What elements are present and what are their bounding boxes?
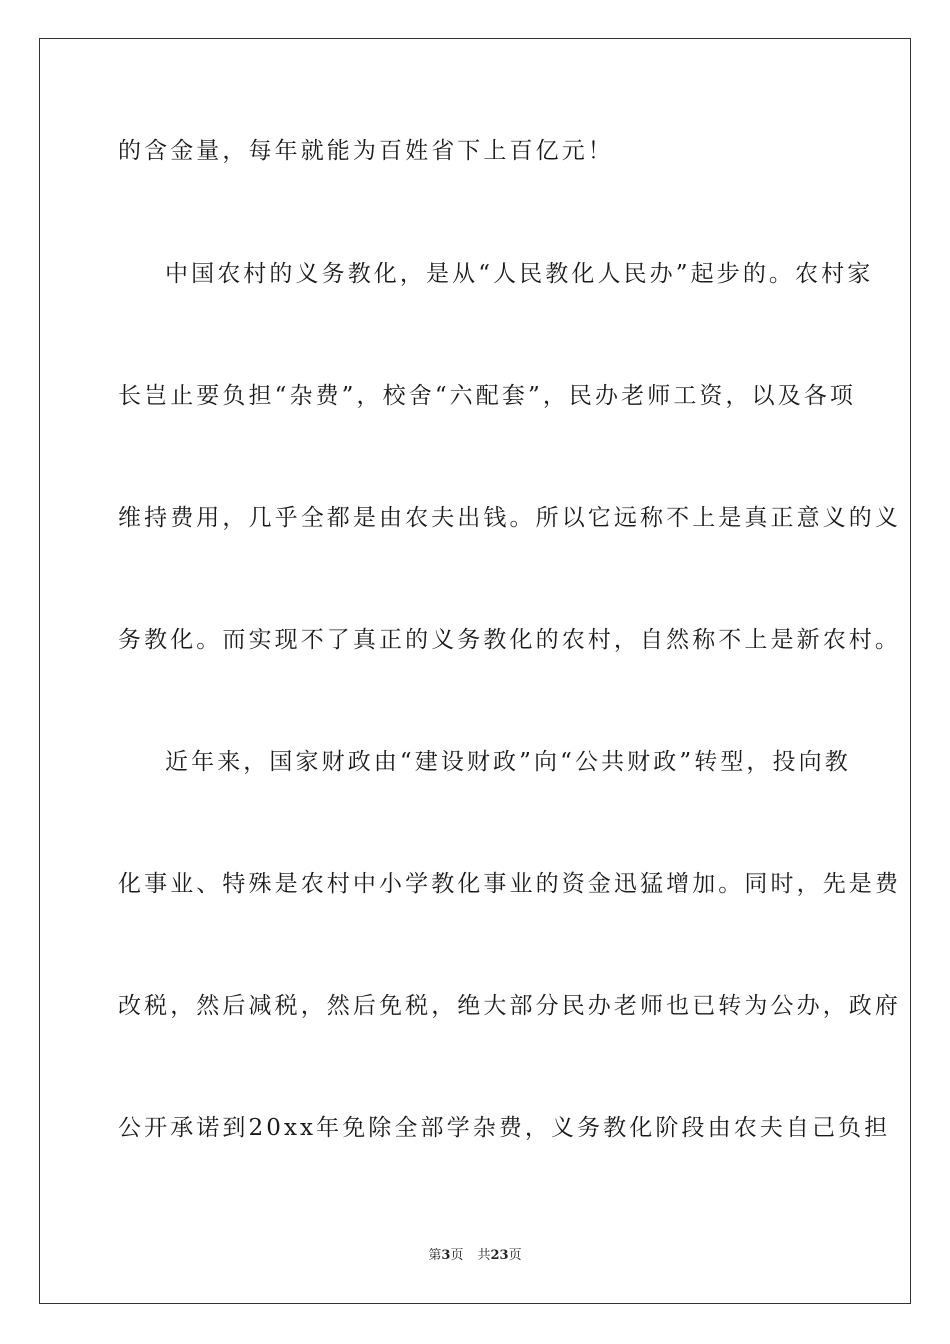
body-line-3: 长岂止要负担“杂费”，校舍“六配套”，民办老师工资，以及各项 <box>118 383 857 409</box>
body-line-9: 公开承诺到20xx年免除全部学杂费，义务教化阶段由农夫自己负担 <box>118 1115 891 1141</box>
page-footer <box>0 1247 950 1265</box>
body-line-2: 中国农村的义务教化，是从“人民教化人民办”起步的。农村家 <box>165 261 874 287</box>
page-suffix: 页 <box>450 1248 464 1263</box>
body-line-5: 务教化。而实现不了真正的义务教化的农村，自然称不上是新农村。 <box>118 627 901 653</box>
page-prefix: 第 <box>428 1248 442 1263</box>
body-line-8: 改税，然后减税，然后免税，绝大部分民办老师也已转为公办，政府 <box>118 993 901 1019</box>
total-prefix: 共 <box>477 1248 491 1263</box>
page-number: 3 <box>441 1248 451 1263</box>
total-pages: 23 <box>490 1248 509 1263</box>
body-line-4: 维持费用，几乎全都是由农夫出钱。所以它远称不上是真正意义的义 <box>118 505 901 531</box>
total-suffix: 页 <box>508 1248 522 1263</box>
body-line-7: 化事业、特殊是农村中小学教化事业的资金迅猛增加。同时，先是费 <box>118 871 901 897</box>
body-line-1: 的含金量，每年就能为百姓省下上百亿元！ <box>118 138 614 164</box>
body-line-6: 近年来，国家财政由“建设财政”向“公共财政”转型，投向教 <box>165 749 851 775</box>
